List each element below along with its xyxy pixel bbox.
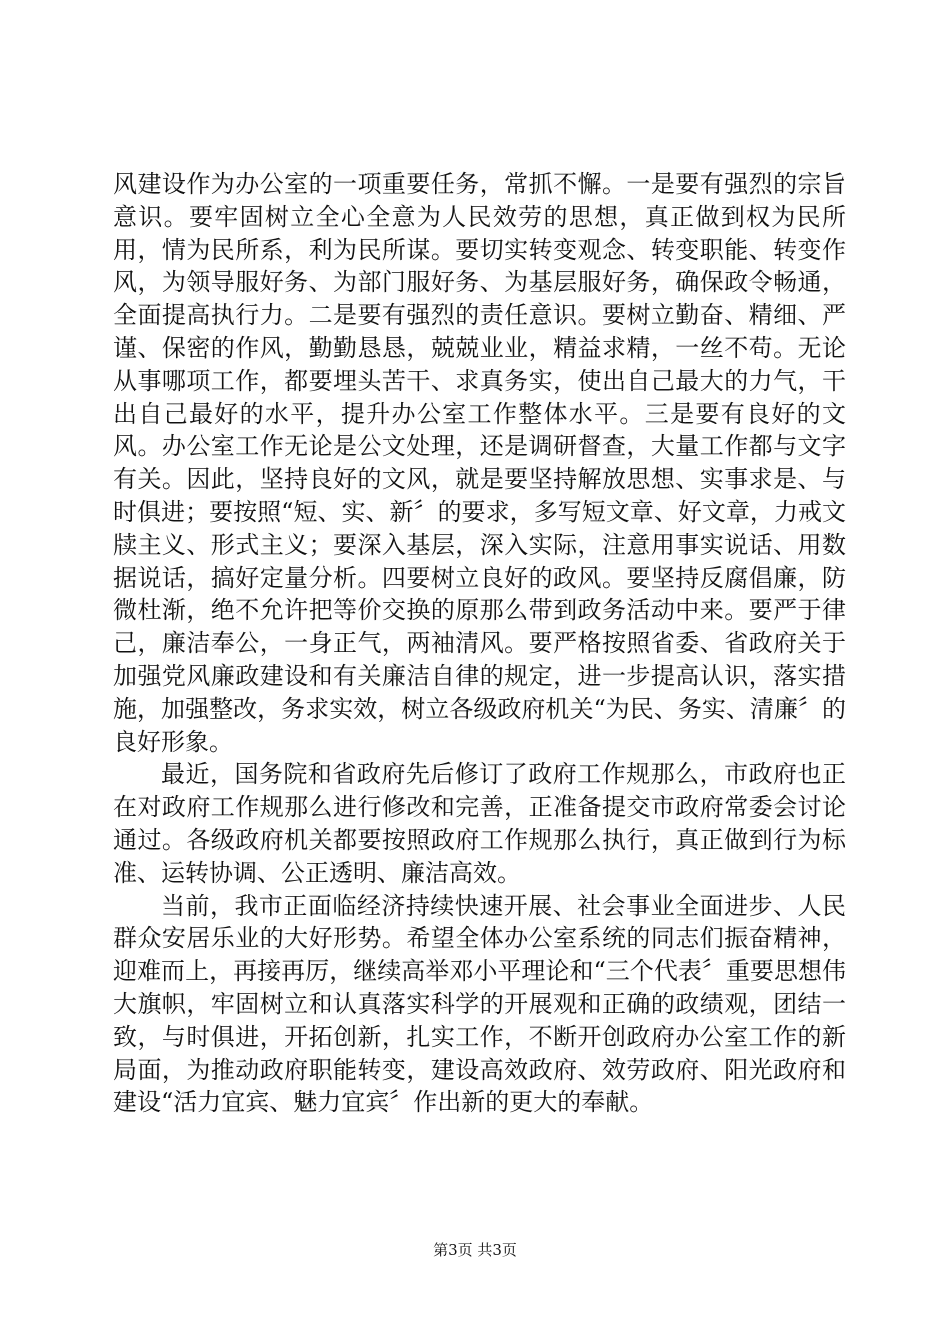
document-body <box>113 168 846 1119</box>
paragraph-1: 风建设作为办公室的一项重要任务，常抓不懈。一是要有强烈的宗旨意识。要牢固树立全心全意为人民效劳的思想，真正做到权为民所用，情为民所系，利为民所谋。要切实转变观念、转变职能、转变作风，为领导服好务、为部门服好务、为基层服好务，确保政令畅通，全面提高执行力。二是要有强烈的责任意识。要树立勤奋、精细、严谨、保密的作风，勤勤恳恳，兢兢业业，精益求精，一丝不苟。无论从事哪项工作，都要埋头苦干、求真务实，使出自己最大的力气，干出自己最好的水平，提升办公室工作整体水平。三是要有良好的文风。办公室工作无论是公文处理，还是调研督查，大量工作都与文字有关。因此，坚持良好的文风，就是要坚持解放思想、实事求是、与时俱进；要按照“短、实、新〞的要求，多写短文章、好文章，力戒文牍主义、形式主义；要深入基层，深入实际，注意用事实说话、用数据说话，搞好定量分析。四要树立良好的政风。要坚持反腐倡廉，防微杜渐，绝不允许把等价交换的原那么带到政务活动中来。要严于律己，廉洁奉公，一身正气，两袖清风。要严格按照省委、省政府关于加强党风廉政建设和有关廉洁自律的规定，进一步提高认识，落实措施，加强整改，务求实效，树立各级政府机关“为民、务实、清廉〞的良好形象。 <box>113 170 846 756</box>
page-number: 第3页 共3页 <box>433 1241 517 1259</box>
page-footer <box>0 1240 950 1260</box>
paragraph-3: 当前，我市正面临经济持续快速开展、社会事业全面进步、人民群众安居乐业的大好形势。希望全体办公室系统的同志们振奋精神，迎难而上，再接再厉，继续高举邓小平理论和“三个代表〞重要思想伟大旗帜，牢固树立和认真落实科学的开展观和正确的政绩观，团结一致，与时俱进，开拓创新，扎实工作，不断开创政府办公室工作的新局面，为推动政府职能转变，建设高效政府、效劳政府、阳光政府和建设“活力宜宾、魅力宜宾〞作出新的更大的奉献。 <box>113 891 846 1117</box>
paragraph-2: 最近，国务院和省政府先后修订了政府工作规那么，市政府也正在对政府工作规那么进行修改和完善，正准备提交市政府常委会讨论通过。各级政府机关都要按照政府工作规那么执行，真正做到行为标准、运转协调、公正透明、廉洁高效。 <box>113 760 846 887</box>
